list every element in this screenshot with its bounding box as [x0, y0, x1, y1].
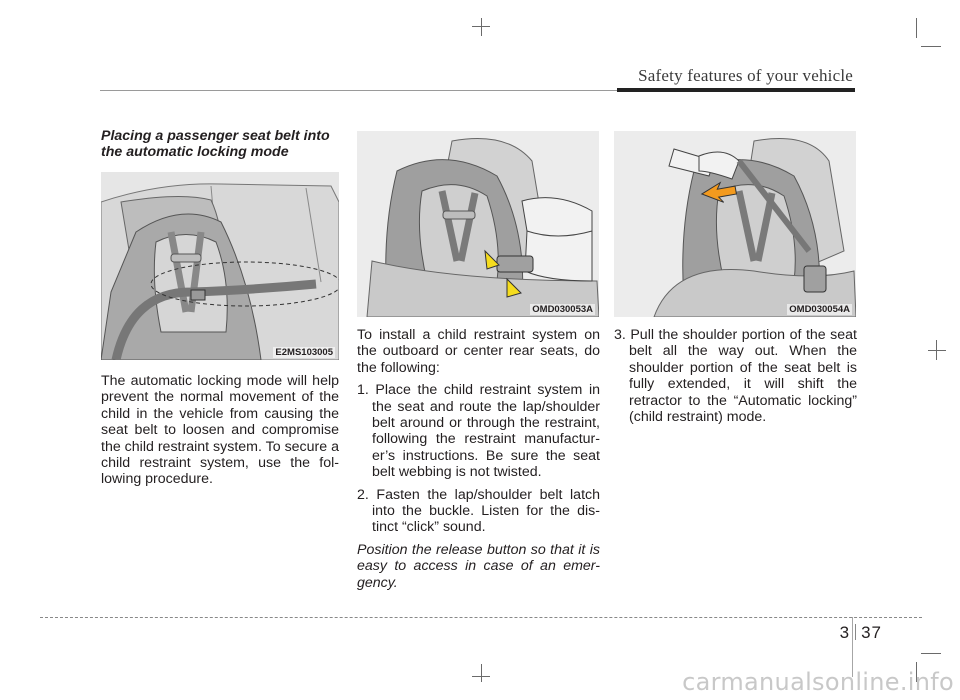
crop-mark-top: [481, 18, 482, 36]
crop-mark-top-bar: [472, 26, 490, 27]
figure-code: OMD030053A: [532, 304, 593, 315]
page-header-title: Safety features of your vehicle: [638, 66, 853, 85]
body-paragraph: The automatic locking mode will help prevent the normal movement of the child in the vehicle from causing the seat belt to loosen and compromise the child restraint system. To secure a child restraint system, use the fol-lowing procedure.: [101, 373, 339, 488]
column-1-body: [101, 373, 339, 488]
column-2: [357, 327, 600, 591]
child-seat-illustration: [101, 172, 339, 360]
crop-mark-bottom-bar: [472, 676, 490, 677]
figure-fasten-latch: [357, 131, 599, 317]
crop-mark-top-right: [916, 18, 917, 38]
crop-mark-top-right-bar: [921, 46, 941, 47]
page-number-separator: [855, 624, 856, 640]
header-rule-accent: [617, 88, 855, 92]
column-1: [101, 128, 339, 186]
list-item: 3. Pull the shoulder portion of the seat belt all the way out. When the shoulder portion of the seat belt is fully extended, it will shift the retractor to the “Automatic locking” (child restraint) mode.: [614, 327, 857, 426]
figure-code: E2MS103005: [275, 347, 333, 358]
crop-mark-bottom-right-bar: [921, 653, 941, 654]
section-heading: Placing a passenger seat belt into the automatic locking mode: [101, 128, 330, 160]
page-number-value: 37: [861, 623, 882, 642]
intro-paragraph: To install a child restraint system on the outboard or center rear seats, do the following:: [357, 327, 600, 376]
list-item: 1. Place the child restraint system in the seat and route the lap/shoulder belt around or through the restraint, following the restraint manufactur-er’s instructions. Be sure the seat belt webbing is not twisted.: [357, 382, 600, 481]
steps-list: [614, 327, 857, 425]
list-item: 2. Fasten the lap/shoulder belt latch into the buckle. Listen for the dis-tinct “click” sound.: [357, 486, 600, 536]
footer-rule: [40, 617, 922, 618]
chapter-number: 3: [839, 623, 851, 642]
steps-list: [357, 382, 600, 536]
note-paragraph: Position the release button so that it is easy to access in case of an emer-gency.: [357, 541, 600, 591]
watermark: carmanualsonline.info: [682, 668, 954, 696]
shoulder-belt-illustration: [614, 131, 856, 317]
latch-illustration: [357, 131, 599, 317]
figure-code: OMD030054A: [789, 304, 850, 315]
figure-pull-shoulder-belt: [614, 131, 856, 317]
page-number: [840, 623, 882, 643]
crop-mark-right-bar: [928, 350, 946, 351]
crop-mark-bottom: [481, 664, 482, 682]
figure-child-seat-belt-routing: [101, 172, 339, 360]
column-3: [614, 327, 857, 431]
